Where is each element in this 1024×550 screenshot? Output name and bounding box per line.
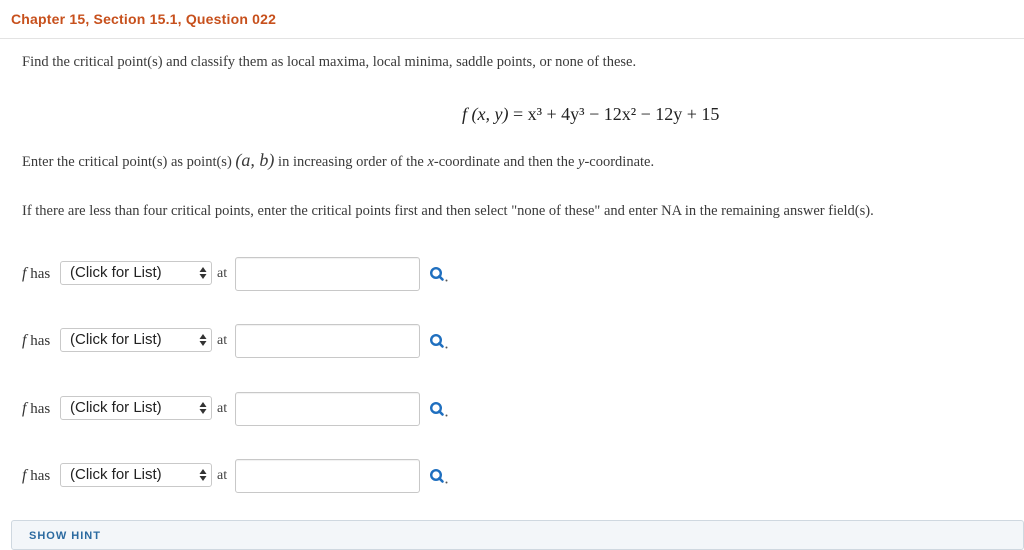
select-value: (Click for List) bbox=[70, 399, 162, 416]
point-answer-input[interactable] bbox=[235, 459, 420, 493]
magnifier-icon[interactable] bbox=[429, 333, 449, 351]
point-answer-input[interactable] bbox=[235, 392, 420, 426]
f-has-label: f has bbox=[22, 400, 51, 417]
point-answer-input[interactable] bbox=[235, 257, 420, 291]
magnifier-icon[interactable] bbox=[429, 468, 449, 486]
answer-row-3 bbox=[22, 392, 462, 426]
select-arrows-icon bbox=[199, 265, 207, 281]
answer-row-1 bbox=[22, 257, 462, 291]
equation-lhs: f (x, y) bbox=[462, 104, 509, 124]
function-equation bbox=[462, 104, 719, 125]
enter-text-part2: in increasing order of the bbox=[274, 154, 428, 170]
select-value: (Click for List) bbox=[70, 331, 162, 348]
magnifier-icon[interactable] bbox=[429, 401, 449, 419]
header-divider bbox=[0, 38, 1024, 39]
select-value: (Click for List) bbox=[70, 466, 162, 483]
classification-select[interactable] bbox=[60, 396, 212, 420]
show-hint-label: SHOW HINT bbox=[29, 530, 101, 542]
answer-row-2 bbox=[22, 324, 462, 358]
enter-text-part3: -coordinate and then the bbox=[433, 154, 579, 170]
f-has-label: f has bbox=[22, 265, 51, 282]
point-answer-input[interactable] bbox=[235, 324, 420, 358]
x-variable: x bbox=[427, 154, 434, 170]
question-title: Chapter 15, Section 15.1, Question 022 bbox=[11, 11, 277, 27]
instruction-text: Find the critical point(s) and classify them as local maxima, local minima, saddle points, or none of these. bbox=[22, 54, 637, 70]
answer-row-4 bbox=[22, 459, 462, 493]
point-notation: (a, b) bbox=[235, 150, 275, 170]
select-value: (Click for List) bbox=[70, 264, 162, 281]
y-variable: y bbox=[578, 154, 585, 170]
f-has-label: f has bbox=[22, 332, 51, 349]
at-label: at bbox=[217, 266, 228, 281]
select-arrows-icon bbox=[199, 332, 207, 348]
f-has-label: f has bbox=[22, 467, 51, 484]
magnifier-icon[interactable] bbox=[429, 266, 449, 284]
classification-select[interactable] bbox=[60, 261, 212, 285]
show-hint-button[interactable] bbox=[11, 520, 1024, 550]
select-arrows-icon bbox=[199, 400, 207, 416]
at-label: at bbox=[217, 333, 228, 348]
classification-select[interactable] bbox=[60, 463, 212, 487]
select-arrows-icon bbox=[199, 467, 207, 483]
at-label: at bbox=[217, 401, 228, 416]
classification-select[interactable] bbox=[60, 328, 212, 352]
note-text: If there are less than four critical points, enter the critical points first and then select "none of these" and enter NA in the remaining answer field(s). bbox=[22, 203, 874, 219]
at-label: at bbox=[217, 468, 228, 483]
enter-points-text bbox=[22, 150, 654, 171]
equation-rhs: = x³ + 4y³ − 12x² − 12y + 15 bbox=[512, 104, 720, 124]
enter-text-part1: Enter the critical point(s) as point(s) bbox=[22, 154, 236, 170]
enter-text-part4: -coordinate. bbox=[584, 154, 655, 170]
